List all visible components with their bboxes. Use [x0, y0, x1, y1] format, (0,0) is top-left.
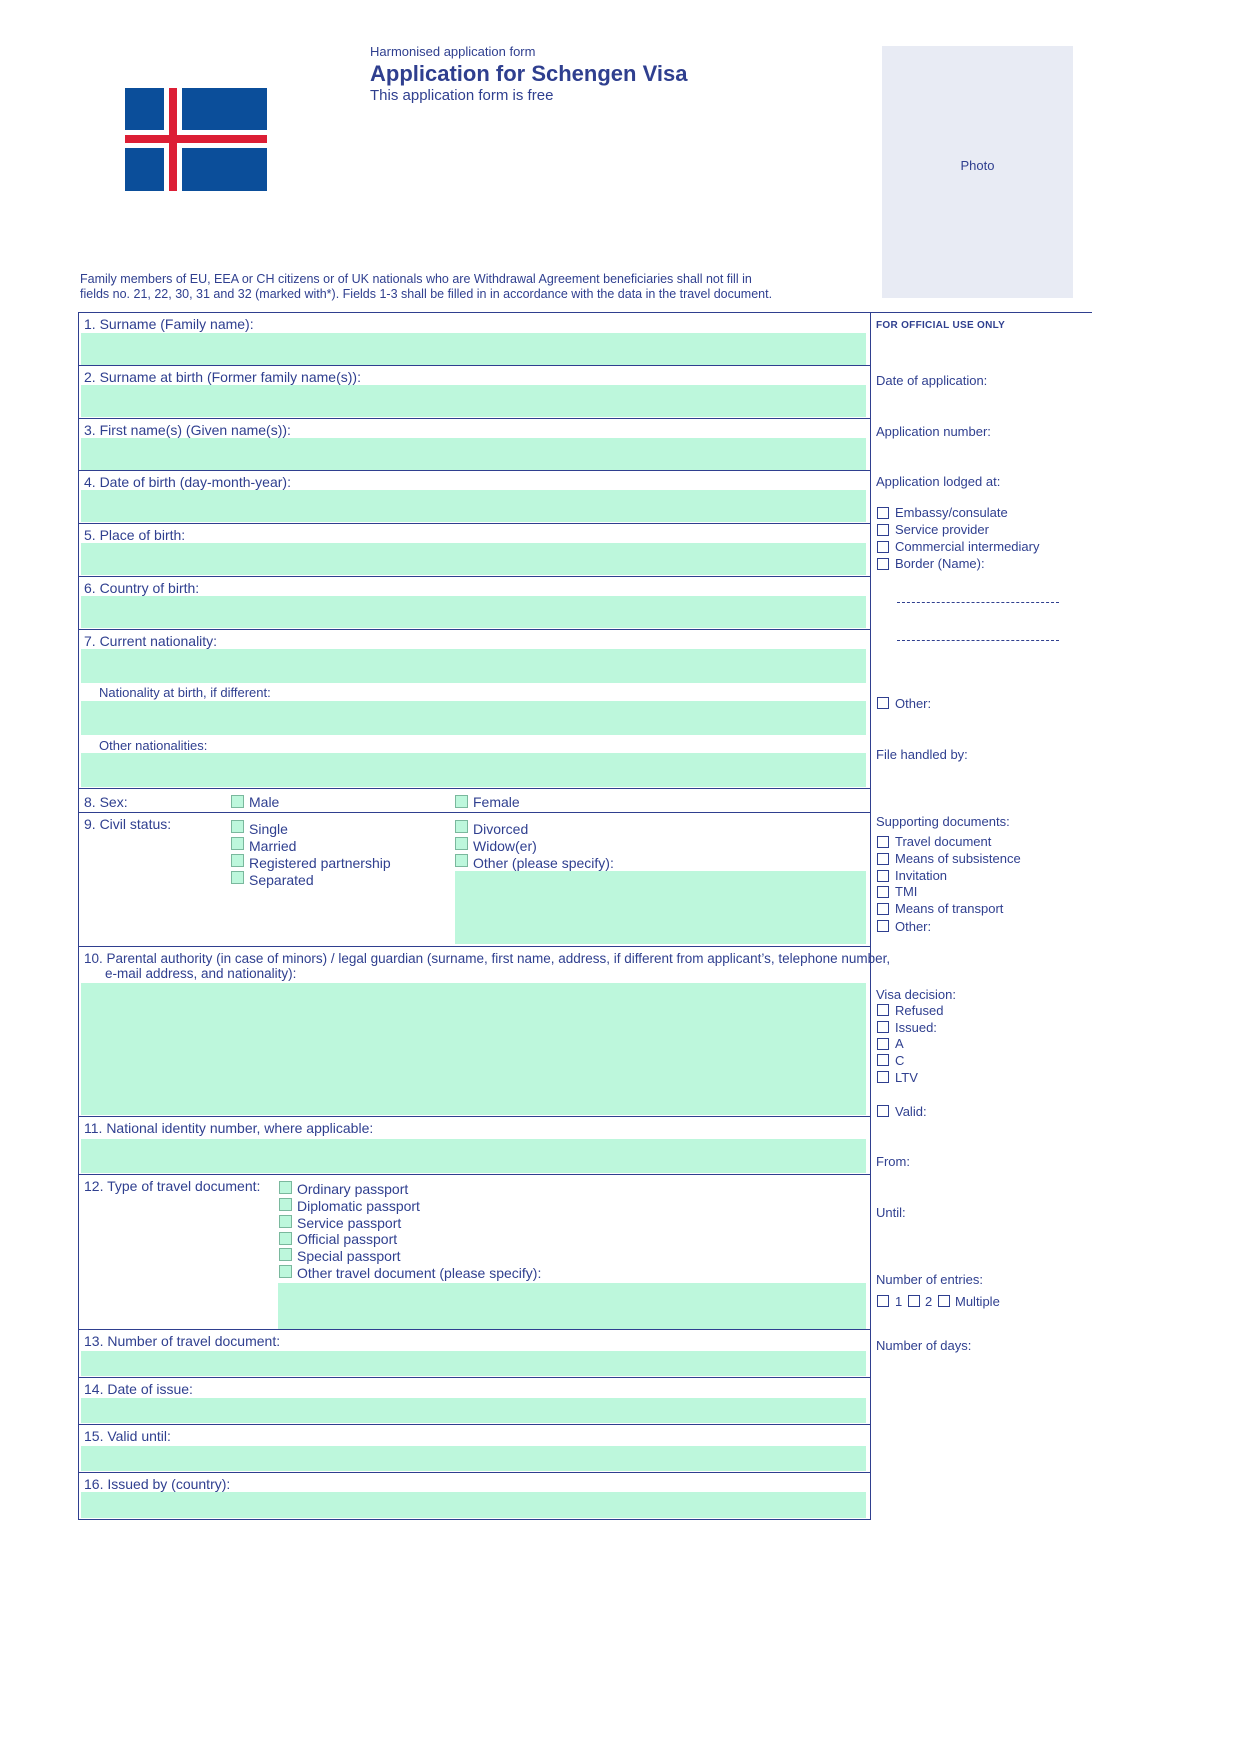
civil-other-label: Other (please specify):	[473, 855, 614, 871]
parental-authority-input[interactable]	[81, 983, 866, 1115]
official-until: Until:	[876, 1205, 906, 1220]
entries-1-label: 1	[895, 1294, 903, 1309]
border-name-line-1	[897, 602, 1059, 603]
civil-widow-label: Widow(er)	[473, 838, 537, 854]
row-separator	[78, 1116, 871, 1117]
visa-ltv-checkbox[interactable]	[877, 1071, 889, 1083]
doc-service-label: Service passport	[297, 1215, 402, 1231]
visa-issued-label: Issued:	[895, 1020, 937, 1035]
place-of-birth-input[interactable]	[81, 543, 866, 575]
visa-issued-checkbox[interactable]	[877, 1021, 889, 1033]
country-of-birth-input[interactable]	[81, 596, 866, 628]
civil-separated-checkbox[interactable]	[231, 871, 244, 884]
row-separator	[78, 1377, 871, 1378]
sex-female-checkbox[interactable]	[455, 795, 468, 808]
issued-by-input[interactable]	[81, 1492, 866, 1518]
visa-refused-checkbox[interactable]	[877, 1004, 889, 1016]
sex-male-checkbox[interactable]	[231, 795, 244, 808]
bottom-rule	[78, 1519, 871, 1520]
doc-special-label: Special passport	[297, 1248, 401, 1264]
support-tmi-checkbox[interactable]	[877, 886, 889, 898]
page-title: Application for Schengen Visa	[370, 61, 688, 86]
support-transport-label: Means of transport	[895, 901, 1004, 916]
national-id-input[interactable]	[81, 1139, 866, 1173]
surname-input[interactable]	[81, 333, 866, 365]
other-nationalities-label: Other nationalities:	[99, 738, 208, 753]
current-nationality-input[interactable]	[81, 649, 866, 683]
notice-line-2: fields no. 21, 22, 30, 31 and 32 (marked with*). Fields 1-3 shall be filled in in accordance with the data in the travel document.	[80, 287, 773, 301]
date-of-birth-input[interactable]	[81, 490, 866, 522]
lodged-other-label: Other:	[895, 696, 932, 711]
civil-single-label: Single	[249, 821, 288, 837]
row-separator	[78, 788, 871, 789]
row-separator	[78, 576, 871, 577]
other-nationalities-input[interactable]	[81, 753, 866, 787]
date-of-issue-label: 14. Date of issue:	[84, 1381, 193, 1397]
civil-single-checkbox[interactable]	[231, 820, 244, 833]
valid-until-label: 15. Valid until:	[84, 1428, 171, 1444]
travel-document-type-label: 12. Type of travel document:	[84, 1178, 261, 1194]
doc-ordinary-label: Ordinary passport	[297, 1181, 409, 1197]
official-use-heading: FOR OFFICIAL USE ONLY	[876, 320, 1006, 331]
notice-line-1: Family members of EU, EEA or CH citizens or of UK nationals who are Withdrawal Agreement beneficiaries shall not fill in	[80, 272, 752, 286]
support-tmi-label: TMI	[895, 884, 918, 899]
official-number-of-entries: Number of entries:	[876, 1272, 983, 1287]
issued-by-label: 16. Issued by (country):	[84, 1476, 231, 1492]
civil-separated-label: Separated	[249, 872, 314, 888]
support-invitation-checkbox[interactable]	[877, 870, 889, 882]
travel-document-number-input[interactable]	[81, 1351, 866, 1376]
place-of-birth-label: 5. Place of birth:	[84, 527, 186, 543]
entries-2-label: 2	[925, 1294, 933, 1309]
lodged-service-provider-checkbox[interactable]	[877, 524, 889, 536]
row-separator	[78, 1424, 871, 1425]
parental-authority-label-1: 10. Parental authority (in case of minors) / legal guardian (surname, first name, address, if different from applicant’s, telephone number,	[84, 951, 891, 966]
doc-other-input[interactable]	[278, 1283, 866, 1329]
sex-male-label: Male	[249, 794, 280, 810]
country-of-birth-label: 6. Country of birth:	[84, 580, 200, 596]
row-separator	[78, 1174, 871, 1175]
lodged-other-checkbox[interactable]	[877, 697, 889, 709]
lodged-commercial-label: Commercial intermediary	[895, 539, 1040, 554]
civil-status-label: 9. Civil status:	[84, 816, 172, 832]
entries-2-checkbox[interactable]	[908, 1295, 920, 1307]
official-file-handled: File handled by:	[876, 747, 968, 762]
lodged-embassy-label: Embassy/consulate	[895, 505, 1008, 520]
sex-female-label: Female	[473, 794, 520, 810]
lodged-embassy-checkbox[interactable]	[877, 507, 889, 519]
entries-multiple-label: Multiple	[955, 1294, 1000, 1309]
support-travel-doc-checkbox[interactable]	[877, 836, 889, 848]
nationality-at-birth-input[interactable]	[81, 701, 866, 735]
date-of-issue-input[interactable]	[81, 1398, 866, 1423]
top-rule	[78, 312, 1092, 313]
doc-service-checkbox[interactable]	[279, 1215, 292, 1228]
surname-at-birth-input[interactable]	[81, 385, 866, 417]
photo-label: Photo	[960, 158, 995, 173]
visa-ltv-label: LTV	[895, 1070, 918, 1085]
form-free-note: This application form is free	[370, 87, 554, 104]
civil-partnership-checkbox[interactable]	[231, 854, 244, 867]
national-id-label: 11. National identity number, where applicable:	[84, 1120, 374, 1136]
lodged-commercial-checkbox[interactable]	[877, 541, 889, 553]
row-separator	[78, 365, 871, 366]
row-separator	[78, 1472, 871, 1473]
visa-c-checkbox[interactable]	[877, 1054, 889, 1066]
first-name-label: 3. First name(s) (Given name(s)):	[84, 422, 291, 438]
valid-until-input[interactable]	[81, 1446, 866, 1471]
support-subsistence-label: Means of subsistence	[895, 851, 1021, 866]
visa-valid-label: Valid:	[895, 1104, 927, 1119]
official-number-of-days: Number of days:	[876, 1338, 972, 1353]
left-rule	[78, 312, 79, 1520]
support-invitation-label: Invitation	[895, 868, 948, 883]
sex-label: 8. Sex:	[84, 794, 128, 810]
border-name-line-2	[897, 640, 1059, 641]
civil-married-label: Married	[249, 838, 297, 854]
civil-partnership-label: Registered partnership	[249, 855, 391, 871]
travel-document-number-label: 13. Number of travel document:	[84, 1333, 281, 1349]
column-divider	[870, 312, 871, 1520]
nationality-at-birth-label: Nationality at birth, if different:	[99, 685, 271, 700]
lodged-border-checkbox[interactable]	[877, 558, 889, 570]
entries-multiple-checkbox[interactable]	[938, 1295, 950, 1307]
row-separator	[78, 1329, 871, 1330]
date-of-birth-label: 4. Date of birth (day-month-year):	[84, 474, 291, 490]
iceland-flag-icon	[125, 88, 267, 191]
official-date-of-application: Date of application:	[876, 373, 988, 388]
civil-widow-checkbox[interactable]	[455, 837, 468, 850]
visa-c-label: C	[895, 1053, 905, 1068]
official-application-number: Application number:	[876, 424, 991, 439]
official-visa-decision: Visa decision:	[876, 987, 956, 1002]
row-separator	[78, 629, 871, 630]
photo-box	[882, 46, 1073, 298]
form-subtitle: Harmonised application form	[370, 44, 536, 59]
support-other-checkbox[interactable]	[877, 920, 889, 932]
civil-other-checkbox[interactable]	[455, 854, 468, 867]
current-nationality-label: 7. Current nationality:	[84, 633, 218, 649]
row-separator	[78, 418, 871, 419]
support-travel-doc-label: Travel document	[895, 834, 992, 849]
row-separator	[78, 946, 871, 947]
official-lodged-at: Application lodged at:	[876, 474, 1001, 489]
civil-divorced-checkbox[interactable]	[455, 820, 468, 833]
support-subsistence-checkbox[interactable]	[877, 853, 889, 865]
doc-diplomatic-label: Diplomatic passport	[297, 1198, 420, 1214]
civil-married-checkbox[interactable]	[231, 837, 244, 850]
row-separator	[78, 470, 871, 471]
visa-refused-label: Refused	[895, 1003, 944, 1018]
support-transport-checkbox[interactable]	[877, 903, 889, 915]
doc-ordinary-checkbox[interactable]	[279, 1181, 292, 1194]
civil-divorced-label: Divorced	[473, 821, 529, 837]
doc-other-checkbox[interactable]	[279, 1265, 292, 1278]
doc-other-label: Other travel document (please specify):	[297, 1265, 542, 1281]
surname-label: 1. Surname (Family name):	[84, 316, 254, 332]
parental-authority-label-2: e-mail address, and nationality):	[105, 966, 297, 981]
visa-a-label: A	[895, 1036, 904, 1051]
support-other-label: Other:	[895, 919, 932, 934]
official-from: From:	[876, 1154, 910, 1169]
visa-valid-checkbox[interactable]	[877, 1105, 889, 1117]
surname-at-birth-label: 2. Surname at birth (Former family name(s)):	[84, 369, 361, 385]
lodged-service-provider-label: Service provider	[895, 522, 989, 537]
civil-other-input[interactable]	[455, 871, 866, 944]
row-separator	[78, 812, 871, 813]
row-separator	[78, 523, 871, 524]
official-supporting-documents: Supporting documents:	[876, 814, 1010, 829]
lodged-border-label: Border (Name):	[895, 556, 985, 571]
doc-official-checkbox[interactable]	[279, 1232, 292, 1245]
doc-diplomatic-checkbox[interactable]	[279, 1198, 292, 1211]
visa-a-checkbox[interactable]	[877, 1038, 889, 1050]
first-name-input[interactable]	[81, 438, 866, 470]
entries-1-checkbox[interactable]	[877, 1295, 889, 1307]
doc-official-label: Official passport	[297, 1231, 398, 1247]
doc-special-checkbox[interactable]	[279, 1248, 292, 1261]
